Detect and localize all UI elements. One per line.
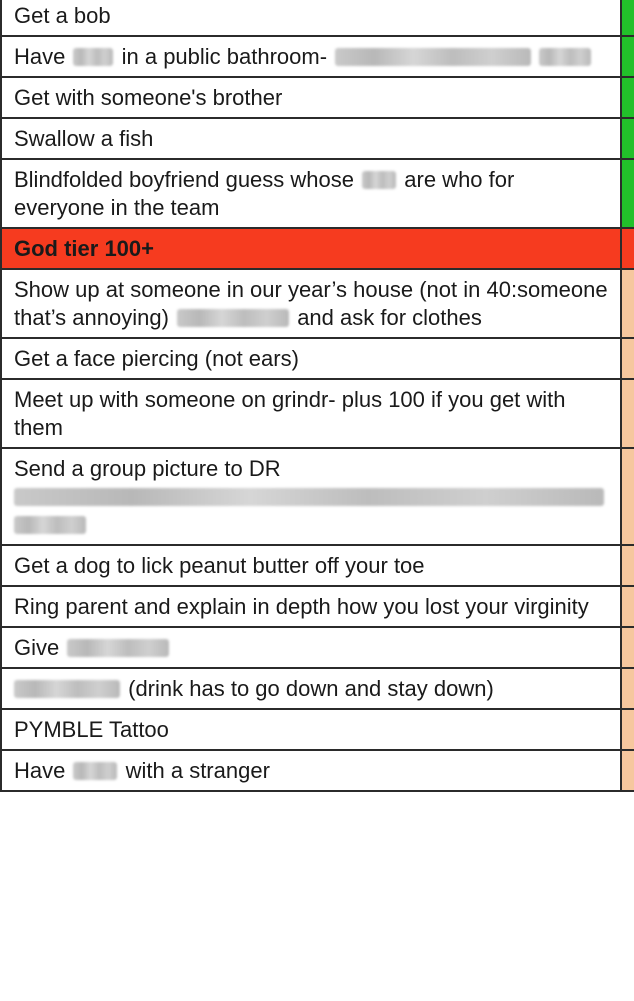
row-text (0, 160, 622, 227)
row-text-after: with a stranger (125, 758, 270, 783)
row-text: PYMBLE Tattoo (0, 710, 622, 749)
tier-stripe (622, 628, 634, 667)
table-row (0, 380, 634, 449)
redacted-text (362, 171, 396, 189)
tier-stripe (622, 380, 634, 447)
table-row (0, 710, 634, 751)
table-row (0, 546, 634, 587)
row-text (0, 37, 622, 76)
row-text-after: in a public bathroom- (121, 44, 328, 69)
tier-stripe (622, 78, 634, 117)
row-text (0, 669, 622, 708)
redacted-text (73, 762, 117, 780)
tier-stripe (622, 270, 634, 337)
table-row (0, 0, 634, 37)
row-text (0, 270, 622, 337)
redacted-text (177, 309, 289, 327)
table-row (0, 628, 634, 669)
table-row (0, 587, 634, 628)
row-text-before: Send a group picture to DR (14, 456, 281, 481)
tier-stripe (622, 669, 634, 708)
row-text: Swallow a fish (0, 119, 622, 158)
redacted-text (67, 639, 169, 657)
table-row (0, 449, 634, 546)
row-text (0, 751, 622, 790)
tier-stripe (622, 449, 634, 544)
row-text: Get a face piercing (not ears) (0, 339, 622, 378)
redacted-text (14, 516, 86, 534)
table-row (0, 160, 634, 229)
tier-stripe (622, 119, 634, 158)
table-row (0, 339, 634, 380)
redacted-text (14, 488, 604, 506)
redacted-text (335, 48, 531, 66)
row-text-after: and ask for clothes (297, 305, 482, 330)
redacted-text (539, 48, 591, 66)
tier-header-row (0, 229, 634, 270)
table-row (0, 119, 634, 160)
table-row (0, 270, 634, 339)
row-text-after: (drink has to go down and stay down) (128, 676, 494, 701)
row-text: Get a dog to lick peanut butter off your toe (0, 546, 622, 585)
row-text-after: are who for everyone in the team (14, 167, 515, 220)
tier-stripe (622, 160, 634, 227)
tier-stripe (622, 37, 634, 76)
row-text-before: Give (14, 635, 60, 660)
tier-stripe (622, 587, 634, 626)
table-row (0, 669, 634, 710)
row-text-before: Show up at someone in our year’s house (not in 40:someone that’s annoying) (14, 277, 608, 330)
tier-stripe (622, 339, 634, 378)
row-text: Meet up with someone on grindr- plus 100 if you get with them (0, 380, 622, 447)
redacted-text (14, 680, 120, 698)
row-text (0, 628, 622, 667)
table-row (0, 37, 634, 78)
tier-stripe (622, 0, 634, 35)
row-text-before: Have (14, 758, 66, 783)
tier-stripe (622, 710, 634, 749)
table-row (0, 78, 634, 119)
row-text-before: Blindfolded boyfriend guess whose (14, 167, 355, 192)
tier-stripe (622, 229, 634, 268)
redacted-text (73, 48, 113, 66)
tier-stripe (622, 546, 634, 585)
table-row (0, 751, 634, 792)
tier-header-label: God tier 100+ (0, 229, 622, 268)
row-text: Get a bob (0, 0, 622, 35)
row-text (0, 449, 622, 544)
tier-stripe (622, 751, 634, 790)
row-text: Get with someone's brother (0, 78, 622, 117)
row-text: Ring parent and explain in depth how you lost your virginity (0, 587, 622, 626)
row-text-before: Have (14, 44, 66, 69)
